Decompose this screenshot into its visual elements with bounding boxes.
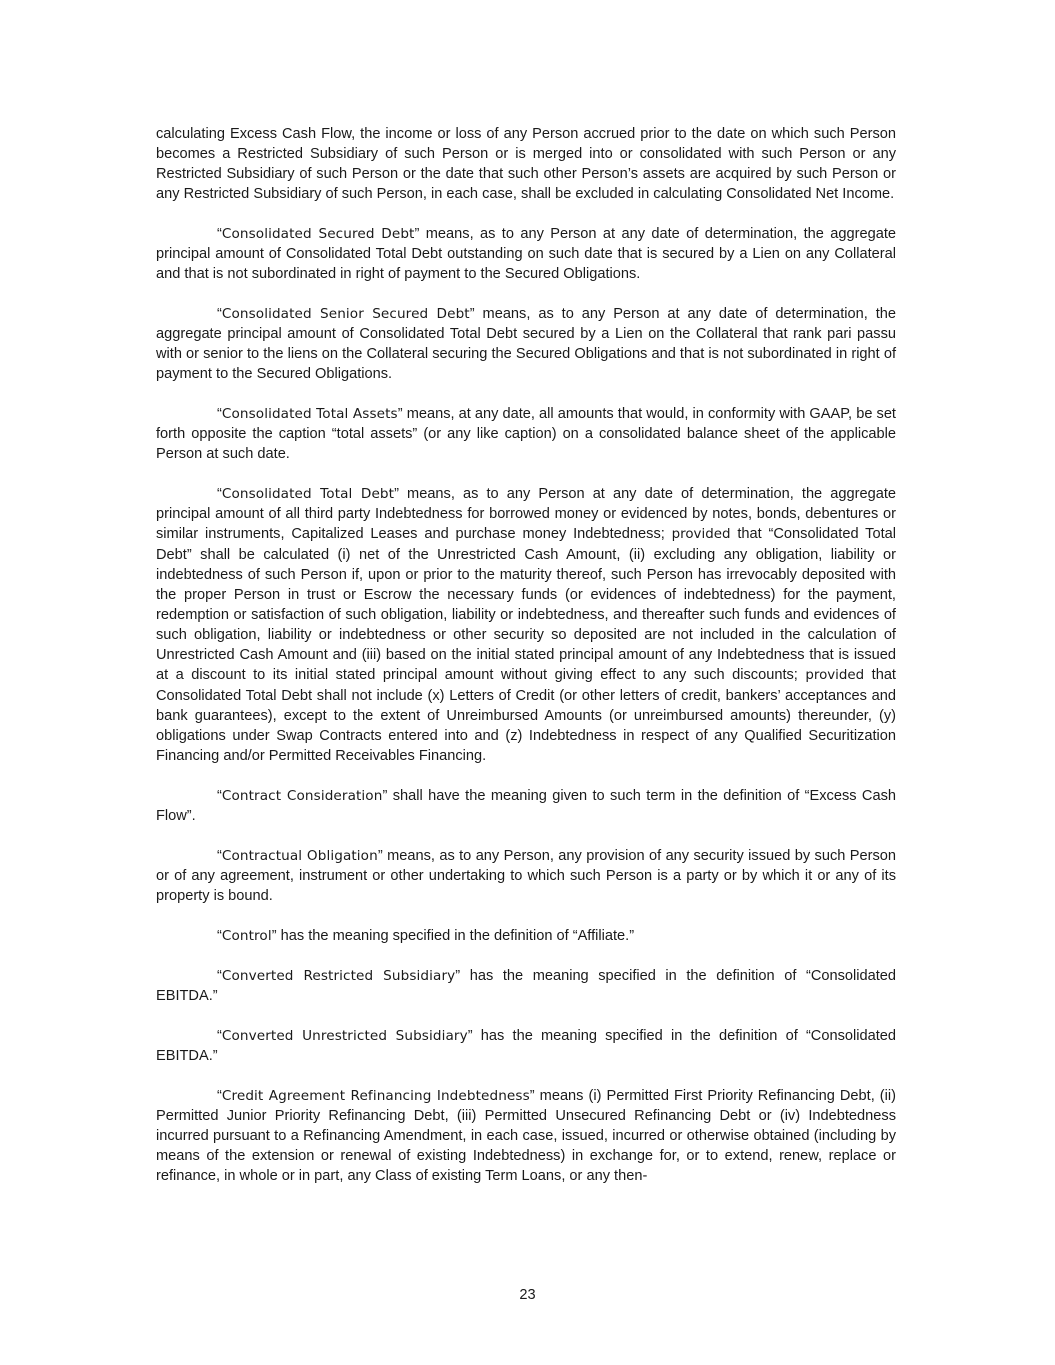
definition-text: shall have the meaning given to such term in the definition of “Excess Cash Flow”. — [156, 788, 897, 824]
definition-contract-consideration: “Contract Consideration” shall have the meaning given to such term in the definition of “Excess Cash Flow”. — [156, 788, 897, 824]
definition-text: that Consolidated Total Debt shall not include (x) Letters of Credit (or other letters of credit, bankers’ acceptances and bank guarantees), except to the extent of Unreimbursed Amounts (or unreimbursed amounts) thereunder, (y) obligations under Swap Contracts entered into and (z) Indebtedness in respect of any Qualified Securitization Financing and/or Permitted Receivables Financing. — [156, 667, 896, 764]
provided-proviso: provided — [805, 668, 865, 683]
definition-converted-unrestricted-subsidiary: “Converted Unrestricted Subsidiary” has the meaning specified in the definition of “Consolidated EBITDA.” — [156, 1028, 896, 1064]
definition-text: has the meaning specified in the definition of “Consolidated EBITDA.” — [156, 968, 897, 1004]
defined-term: Contract Consideration — [221, 788, 383, 804]
definition-text: means, as to any Person at any date of determination, the aggregate principal amount of Consolidated Total Debt secured by a Lien on the Collateral that rank pari passu with or senior to the liens on the Collateral securing the Secured Obligations and that is not subordinated in right of payment to the Secured Obligations. — [156, 306, 897, 382]
definition-consolidated-secured-debt: “Consolidated Secured Debt” means, as to any Person at any date of determination, the aggregate principal amount of Consolidated Total Debt outstanding on such date that is secured by a Lien on any Collateral and that is not subordinated in right of payment to the Secured Obligations. — [156, 226, 896, 282]
definition-converted-restricted-subsidiary: “Converted Restricted Subsidiary” has the meaning specified in the definition of “Consolidated EBITDA.” — [156, 968, 897, 1004]
defined-term: Consolidated Senior Secured Debt — [221, 306, 470, 322]
defined-term: Contractual Obligation — [221, 848, 378, 864]
definition-consolidated-total-debt: “Consolidated Total Debt” means, as to any Person at any date of determination, the aggregate principal amount of all third party Indebtedness for borrowed money or evidenced by notes, bonds, debentures or similar instruments, Capitalized Leases and purchase money Indebtedness; provided that “Consolidated Total Debt” shall be calculated (i) net of the Unrestricted Cash Amount, (ii) excluding any obligation, liability or indebtedness of such Person if, upon or prior to the maturity thereof, such Person has irrevocably deposited with the proper Person in trust or Escrow the necessary funds (or evidences of indebtedness) for the payment, redemption or satisfaction of such obligation, liability or indebtedness, and thereafter such funds and evidences of such obligation, liability or indebtedness or other security so deposited are not included in the calculation of Unrestricted Cash Amount and (iii) based on the initial stated principal amount of any Indebtedness that is issued at a discount to its initial stated principal amount without giving effect to any such discounts; provided that Consolidated Total Debt shall not include (x) Letters of Credit (or other letters of credit, bankers’ acceptances and bank guarantees), except to the extent of Unreimbursed Amounts (or unreimbursed amounts) thereunder, (y) obligations under Swap Contracts entered into and (z) Indebtedness in respect of any Qualified Securitization Financing and/or Permitted Receivables Financing. — [156, 486, 896, 764]
defined-term: Consolidated Total Assets — [221, 406, 398, 422]
defined-term: Consolidated Total Debt — [221, 486, 395, 502]
definition-consolidated-total-assets: “Consolidated Total Assets” means, at any date, all amounts that would, in conformity with GAAP, be set forth opposite the caption “total assets” (or any like caption) on a consolidated balance sheet of the applicable Person at such date. — [156, 406, 896, 462]
definition-consolidated-senior-secured-debt: “Consolidated Senior Secured Debt” means, as to any Person at any date of determination, the aggregate principal amount of Consolidated Total Debt secured by a Lien on the Collateral that rank pari passu with or senior to the liens on the Collateral securing the Secured Obligations and that is not subordinated in right of payment to the Secured Obligations. — [156, 306, 897, 382]
definition-text: has the meaning specified in the definition of “Consolidated EBITDA.” — [156, 1028, 896, 1064]
defined-term: Converted Restricted Subsidiary — [221, 968, 456, 984]
document-body — [156, 124, 896, 1206]
definition-credit-agreement-refinancing-indebtedness: “Credit Agreement Refinancing Indebtedness” means (i) Permitted First Priority Refinancing Debt, (ii) Permitted Junior Priority Refinancing Debt, (iii) Permitted Unsecured Refinancing Debt or (iv) Indebtedness incurred pursuant to a Refinancing Amendment, in each case, issued, incurred or otherwise obtained (including by means of the extension or renewal of existing Indebtedness) in exchange for, or to extend, renew, replace or refinance, in whole or in part, any Class of existing Term Loans, or any then- — [156, 1088, 896, 1184]
provided-proviso: provided — [671, 527, 731, 542]
defined-term: Consolidated Secured Debt — [221, 226, 415, 242]
definition-contractual-obligation: “Contractual Obligation” means, as to any Person, any provision of any security issued by such Person or of any agreement, instrument or other undertaking to which such Person is a party or by which it or any of its property is bound. — [156, 848, 896, 904]
definition-text: means, as to any Person at any date of determination, the aggregate principal amount of all third party Indebtedness for borrowed money or evidenced by notes, bonds, debentures or similar instruments, Capitalized Leases and purchase money Indebtedness; — [156, 486, 896, 542]
definition-text: means, at any date, all amounts that would, in conformity with GAAP, be set forth opposite the caption “total assets” (or any like caption) on a consolidated balance sheet of the applicable Person at such date. — [156, 406, 896, 462]
paragraph-text: calculating Excess Cash Flow, the income or loss of any Person accrued prior to the date on which such Person becomes a Restricted Subsidiary of such Person or is merged into or consolidated with such Person or any Restricted Subsidiary of such Person or the date that such other Person’s assets are acquired by such Person or any Restricted Subsidiary of such Person, in each case, shall be excluded in calculating Consolidated Net Income. — [156, 126, 896, 202]
definition-control: “Control” has the meaning specified in the definition of “Affiliate.” — [217, 928, 635, 944]
definition-text: means (i) Permitted First Priority Refinancing Debt, (ii) Permitted Junior Priority Refinancing Debt, (iii) Permitted Unsecured Refinancing Debt or (iv) Indebtedness incurred pursuant to a Refinancing Amendment, in each case, issued, incurred or otherwise obtained (including by means of the extension or renewal of existing Indebtedness) in exchange for, or to extend, renew, replace or refinance, in whole or in part, any Class of existing Term Loans, or any then- — [156, 1088, 896, 1184]
defined-term: Control — [221, 928, 272, 944]
paragraph-continuation — [156, 124, 896, 204]
defined-term: Converted Unrestricted Subsidiary — [221, 1028, 468, 1044]
definition-text: means, as to any Person, any provision of any security issued by such Person or of any agreement, instrument or other undertaking to which such Person is a party or by which it or any of its property is bound. — [156, 848, 896, 904]
page-number: 23 — [519, 1287, 536, 1303]
defined-term: Credit Agreement Refinancing Indebtedness — [221, 1088, 530, 1104]
definition-text: means, as to any Person at any date of determination, the aggregate principal amount of Consolidated Total Debt outstanding on such date that is secured by a Lien on any Collateral and that is not subordinated in right of payment to the Secured Obligations. — [156, 226, 896, 282]
definition-text: that “Consolidated Total Debt” shall be calculated (i) net of the Unrestricted Cash Amount, (ii) excluding any obligation, liability or indebtedness of such Person if, upon or prior to the maturity thereof, such Person has irrevocably deposited with the proper Person in trust or Escrow the necessary funds (or evidences of indebtedness) for the payment, redemption or satisfaction of such obligation, liability or indebtedness, and thereafter such funds and evidences of such obligation, liability or indebtedness or other security so deposited are not included in the calculation of Unrestricted Cash Amount and (iii) based on the initial stated principal amount of any Indebtedness that is issued at a discount to its initial stated principal amount without giving effect to any such discounts; — [156, 526, 896, 683]
definition-text: has the meaning specified in the definition of “Affiliate.” — [276, 928, 635, 944]
